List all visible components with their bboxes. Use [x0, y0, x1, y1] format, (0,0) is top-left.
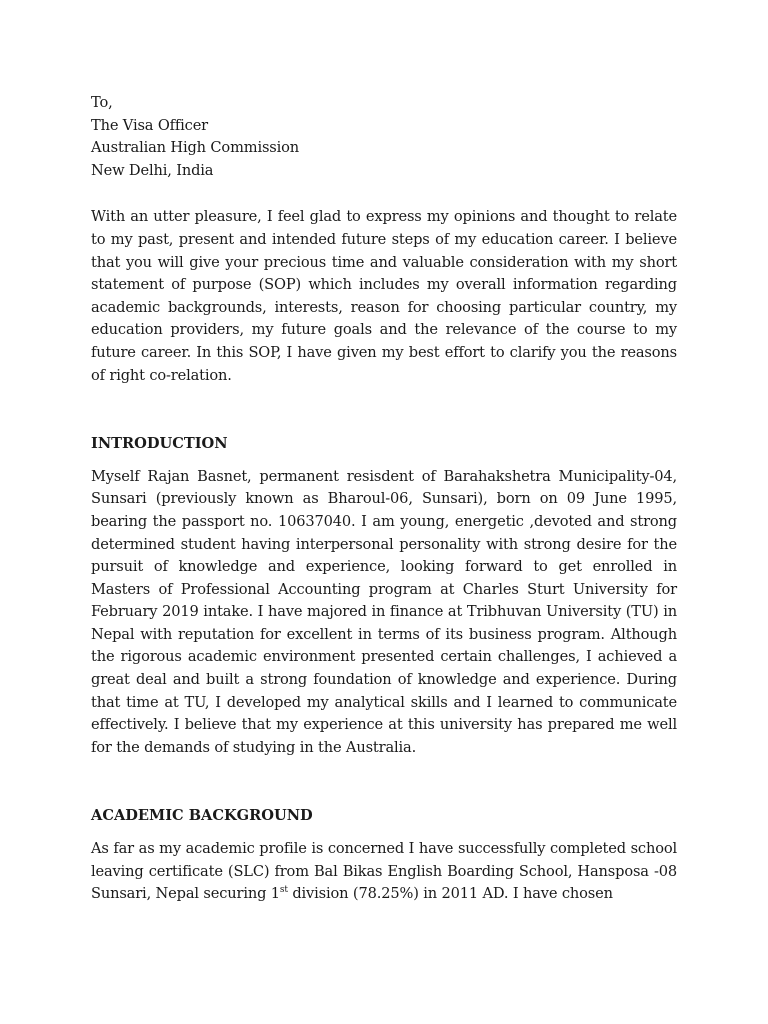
salutation: To,: [91, 94, 113, 111]
academic-text-part-1: As far as my academic profile is concerned I have successfully completed school leaving certificate (SLC) from Bal Bikas English Boarding School, Hansposa -08 Sunsari, Nepal securing 1: [91, 840, 677, 903]
academic-background-paragraph: [91, 838, 677, 906]
document-page: [91, 92, 677, 906]
section-heading-academic-background: ACADEMIC BACKGROUND: [91, 807, 313, 825]
recipient-office: Australian High Commission: [91, 139, 300, 157]
ordinal-suffix: st: [279, 885, 288, 896]
recipient-location: New Delhi, India: [91, 161, 214, 179]
section-heading-introduction: INTRODUCTION: [91, 435, 228, 453]
recipient: The Visa Officer: [91, 116, 209, 134]
opening-paragraph: With an utter pleasure, I feel glad to express my opinions and thought to relate to my past, present and intended future steps of my education career. I believe that you will give your precious time and valuable consideration with my short statement of purpose (SOP) which includes my overall information regarding academic backgrounds, interests, reason for choosing particular country, my education providers, my future goals and the relevance of the course to my future career. In this SOP, I have given my best effort to clarify you the reasons of right co-relation.: [91, 208, 677, 384]
address-block: [91, 92, 677, 182]
introduction-paragraph: Myself Rajan Basnet, permanent resisdent of Barahakshetra Municipality-04, Sunsari (previously known as Bharoul-06, Sunsari), born on 09 June 1995, bearing the passport no. 10637040. I am young, energetic ,devoted and strong determined student having interpersonal personality with strong desire for the pursuit of knowledge and experience, looking forward to get enrolled in Masters of Professional Accounting program at Charles Sturt University for February 2019 intake. I have majored in finance at Tribhuvan University (TU) in Nepal with reputation for excellent in terms of its business program. Although the rigorous academic environment presented certain challenges, I achieved a great deal and built a strong foundation of knowledge and experience. During that time at TU, I developed my analytical skills and I learned to communicate effectively. I believe that my experience at this university has prepared me well for the demands of studying in the Australia.: [91, 467, 677, 756]
academic-text-part-2: division (78.25%) in 2011 AD. I have chosen: [287, 885, 613, 903]
